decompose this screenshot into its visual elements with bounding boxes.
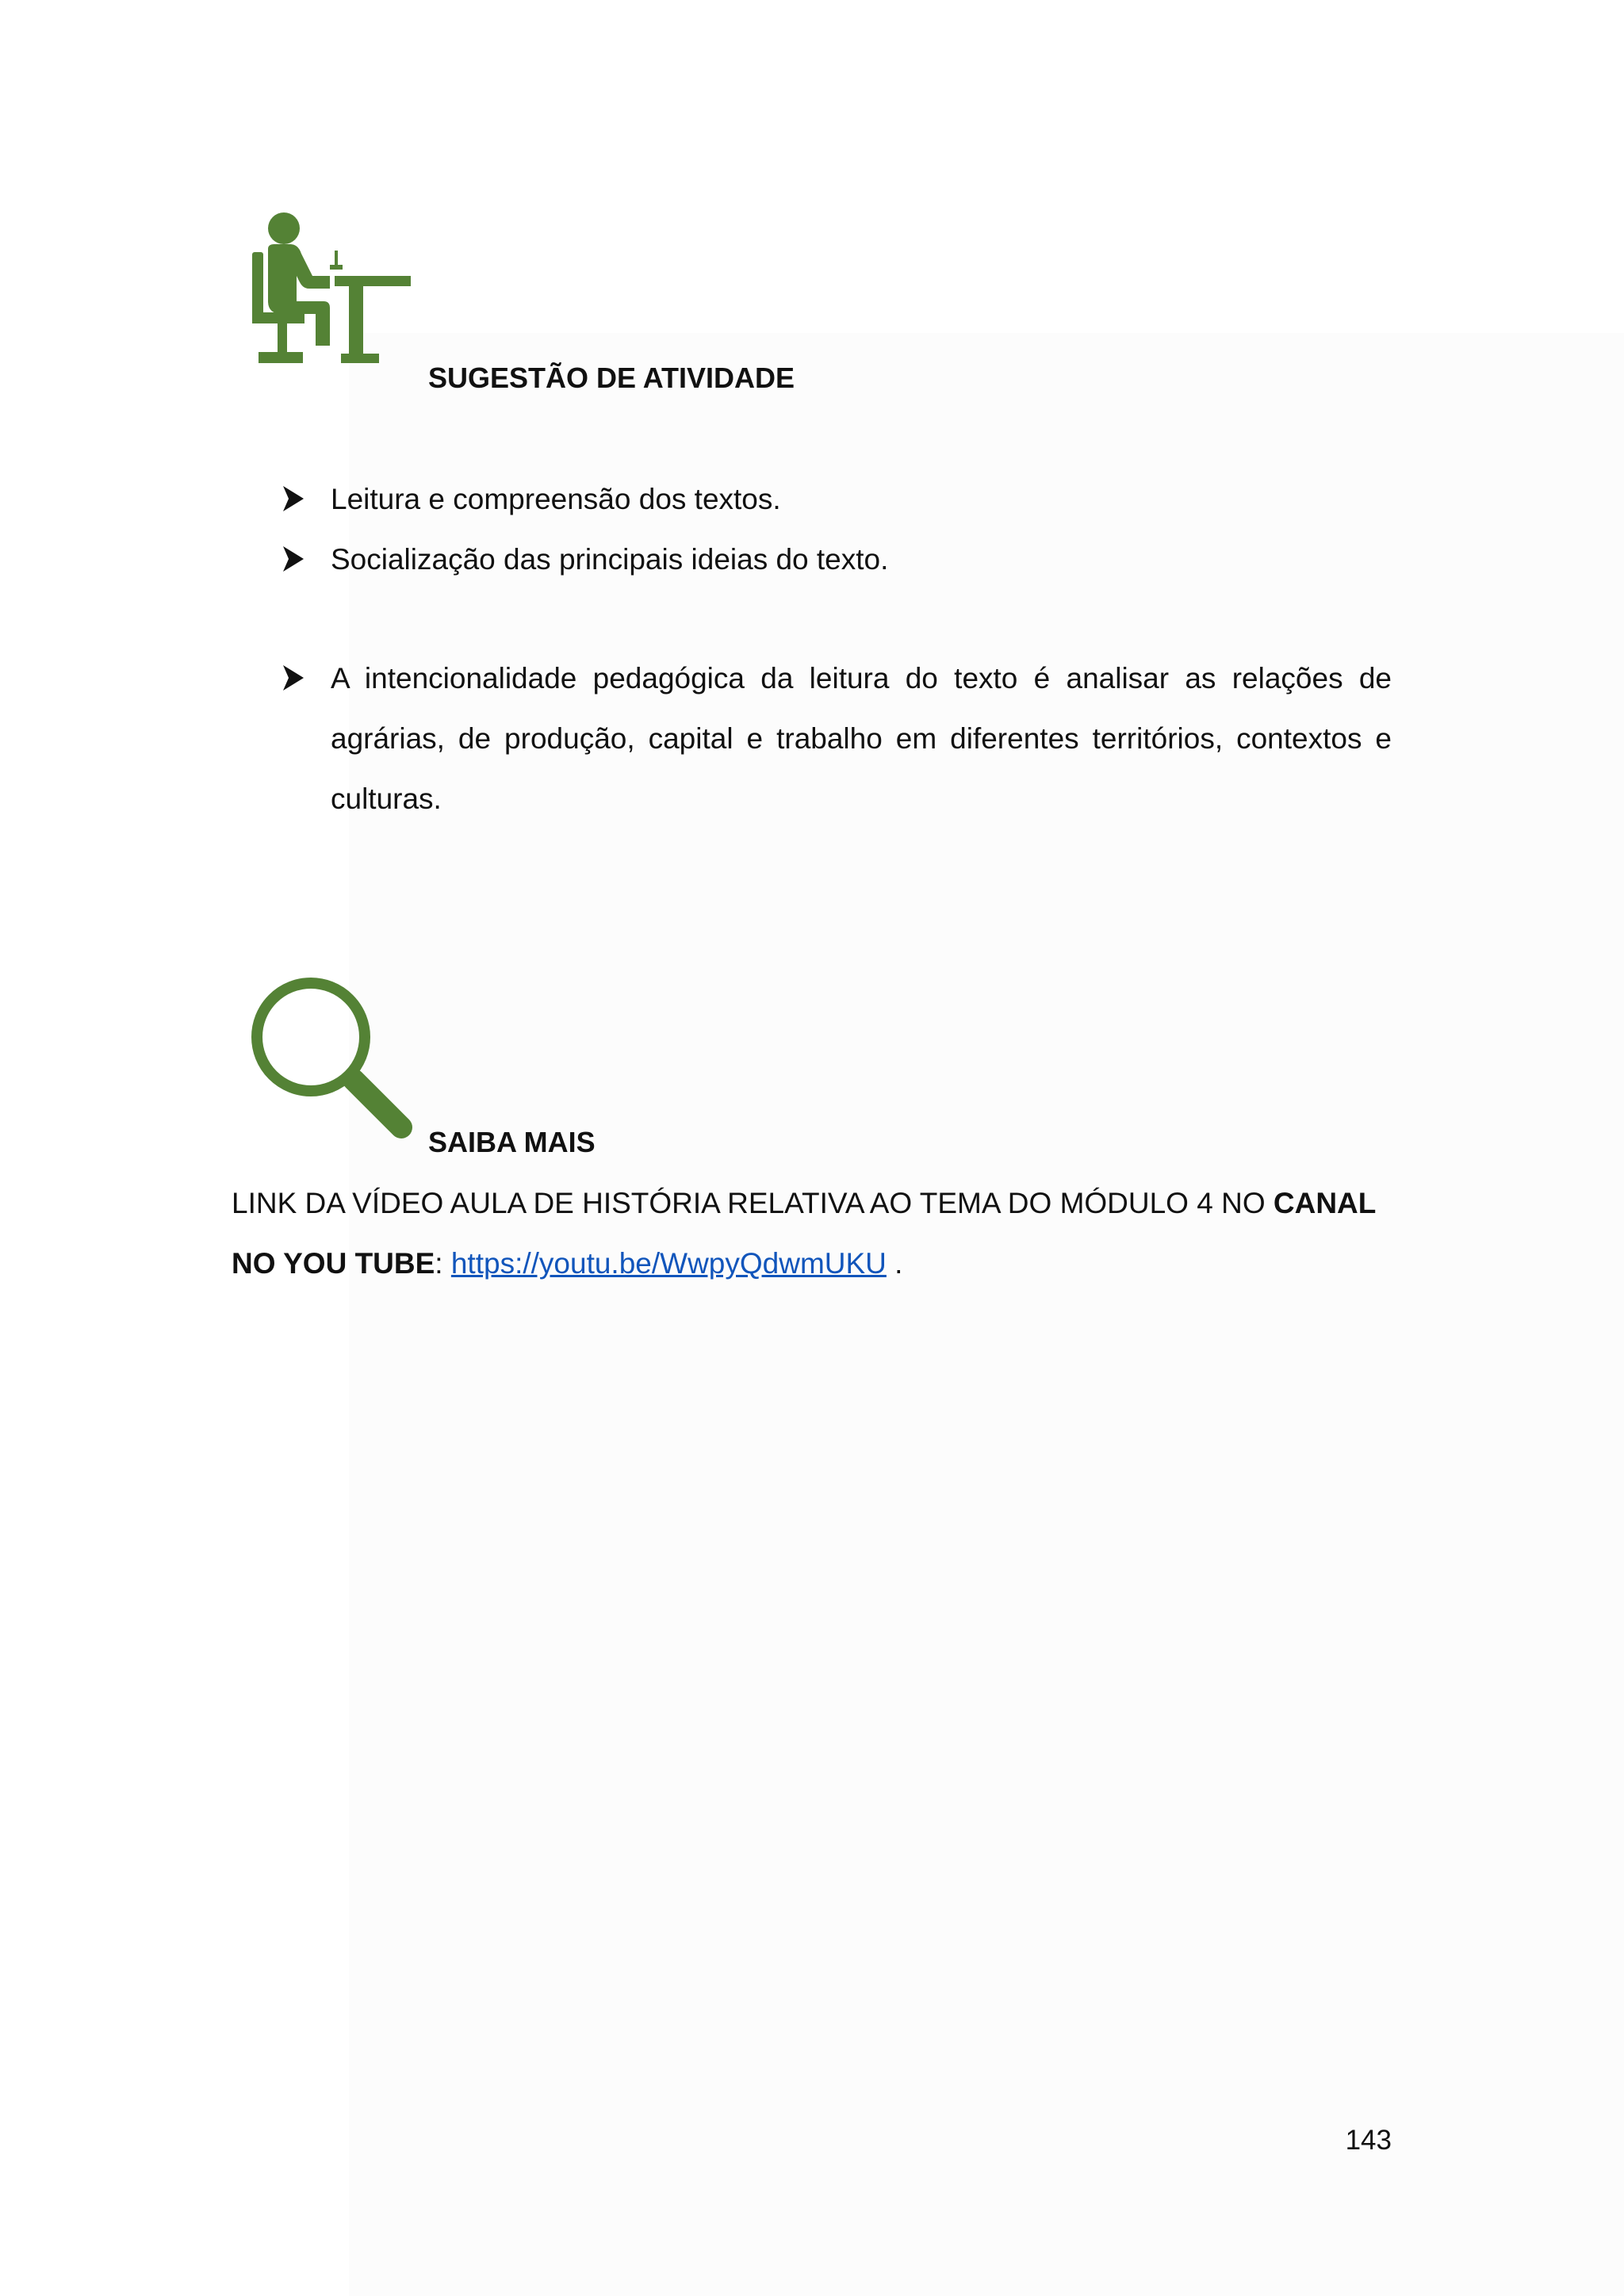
- video-link-paragraph: [232, 1173, 1391, 1294]
- activity-heading: SUGESTÃO DE ATIVIDADE: [428, 362, 795, 394]
- youtube-link[interactable]: https://youtu.be/WwpyQdwmUKU: [450, 1247, 887, 1280]
- trailing-period: .: [886, 1247, 903, 1280]
- channel-label: CANAL NO YOU TUBE: [232, 1187, 1376, 1280]
- person-at-desk-icon: [247, 212, 411, 365]
- magnifying-glass-icon: [246, 972, 416, 1142]
- bullet-text: Socialização das principais ideias do texto.: [331, 543, 889, 576]
- page-background: [349, 333, 1624, 2296]
- list-item: [282, 649, 1392, 829]
- page-number: 143: [1345, 2125, 1392, 2156]
- video-link-text: LINK DA VÍDEO AULA DE HISTÓRIA RELATIVA AO TEMA DO MÓDULO 4 NO: [232, 1187, 1274, 1219]
- list-item: [282, 469, 1392, 530]
- arrow-bullet-icon: [282, 484, 305, 513]
- arrow-bullet-icon: [282, 545, 305, 573]
- arrow-bullet-icon: [282, 664, 305, 692]
- colon: :: [435, 1247, 451, 1280]
- list-item: [282, 530, 1392, 590]
- learn-more-heading: SAIBA MAIS: [428, 1126, 596, 1158]
- bullet-text: A intencionalidade pedagógica da leitura do texto é analisar as relações de agrárias, de produção, capital e trabalho em diferentes territórios, contextos e culturas.: [331, 662, 1392, 815]
- bullet-text: Leitura e compreensão dos textos.: [331, 483, 781, 515]
